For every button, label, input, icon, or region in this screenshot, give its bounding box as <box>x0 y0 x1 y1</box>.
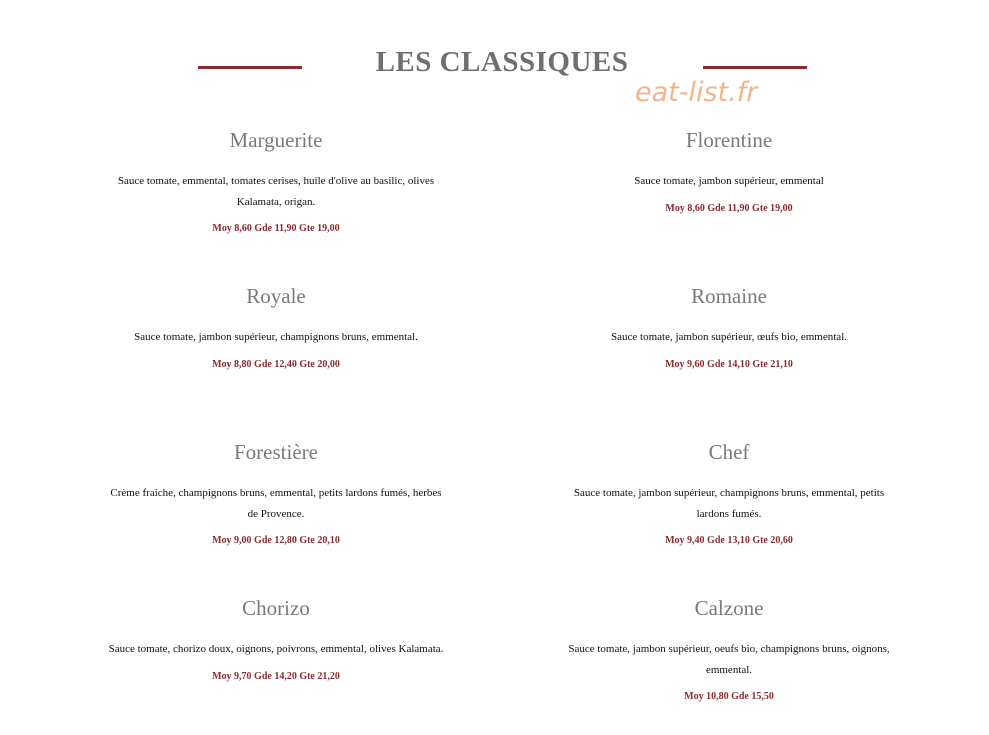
item-name: Royale <box>246 284 306 308</box>
item-price: Moy 9,00 Gde 12,80 Gte 20,10 <box>212 535 340 546</box>
menu-item-royale <box>106 283 446 372</box>
item-name: Chorizo <box>242 596 310 620</box>
menu-header <box>0 0 989 110</box>
menu-item-romaine <box>559 283 899 372</box>
item-description: Sauce tomate, jambon supérieur, emmental <box>634 175 824 187</box>
item-price: Moy 9,40 Gde 13,10 Gte 20,60 <box>665 535 793 546</box>
item-price: Moy 9,70 Gde 14,20 Gte 21,20 <box>212 670 340 682</box>
item-name: Forestière <box>234 440 318 464</box>
section-title: LES CLASSIQUES <box>375 46 629 78</box>
watermark: eat-list.fr <box>635 77 758 108</box>
item-price: Moy 10,80 Gde 15,50 <box>684 691 774 702</box>
menu-item-marguerite <box>106 127 446 236</box>
item-price: Moy 9,60 Gde 14,10 Gte 21,10 <box>665 358 793 370</box>
title-rule-right <box>703 66 807 69</box>
item-description: Sauce tomate, jambon supérieur, champignons bruns, emmental, petits lardons fumés. <box>573 487 885 520</box>
item-name: Florentine <box>685 128 773 152</box>
menu-item-calzone <box>559 595 899 704</box>
item-price: Moy 8,60 Gde 11,90 Gte 19,00 <box>665 202 793 214</box>
item-description: Crème fraiche, champignons bruns, emmental, petits lardons fumés, herbes de Provence. <box>110 487 442 520</box>
item-name: Marguerite <box>229 128 323 152</box>
item-description: Sauce tomate, jambon supérieur, champignons bruns, emmental. <box>134 331 418 343</box>
item-name: Chef <box>708 440 750 464</box>
menu-item-chef <box>559 439 899 548</box>
menu-item-forestiere <box>106 439 446 548</box>
item-price: Moy 8,80 Gde 12,40 Gte 20,00 <box>212 358 340 370</box>
menu-item-florentine <box>559 127 899 216</box>
item-name: Calzone <box>694 596 764 620</box>
item-description: Sauce tomate, jambon supérieur, œufs bio, emmental. <box>611 331 847 343</box>
item-name: Romaine <box>691 284 767 308</box>
item-description: Sauce tomate, chorizo doux, oignons, poivrons, emmental, olives Kalamata. <box>108 643 444 655</box>
item-description: Sauce tomate, emmental, tomates cerises, huile d'olive au basilic, olives Kalamata, origan. <box>117 175 435 208</box>
item-price: Moy 8,60 Gde 11,90 Gte 19,00 <box>212 223 340 234</box>
menu-item-chorizo <box>106 595 446 684</box>
item-description: Sauce tomate, jambon supérieur, oeufs bio, champignons bruns, oignons, emmental. <box>568 643 890 676</box>
